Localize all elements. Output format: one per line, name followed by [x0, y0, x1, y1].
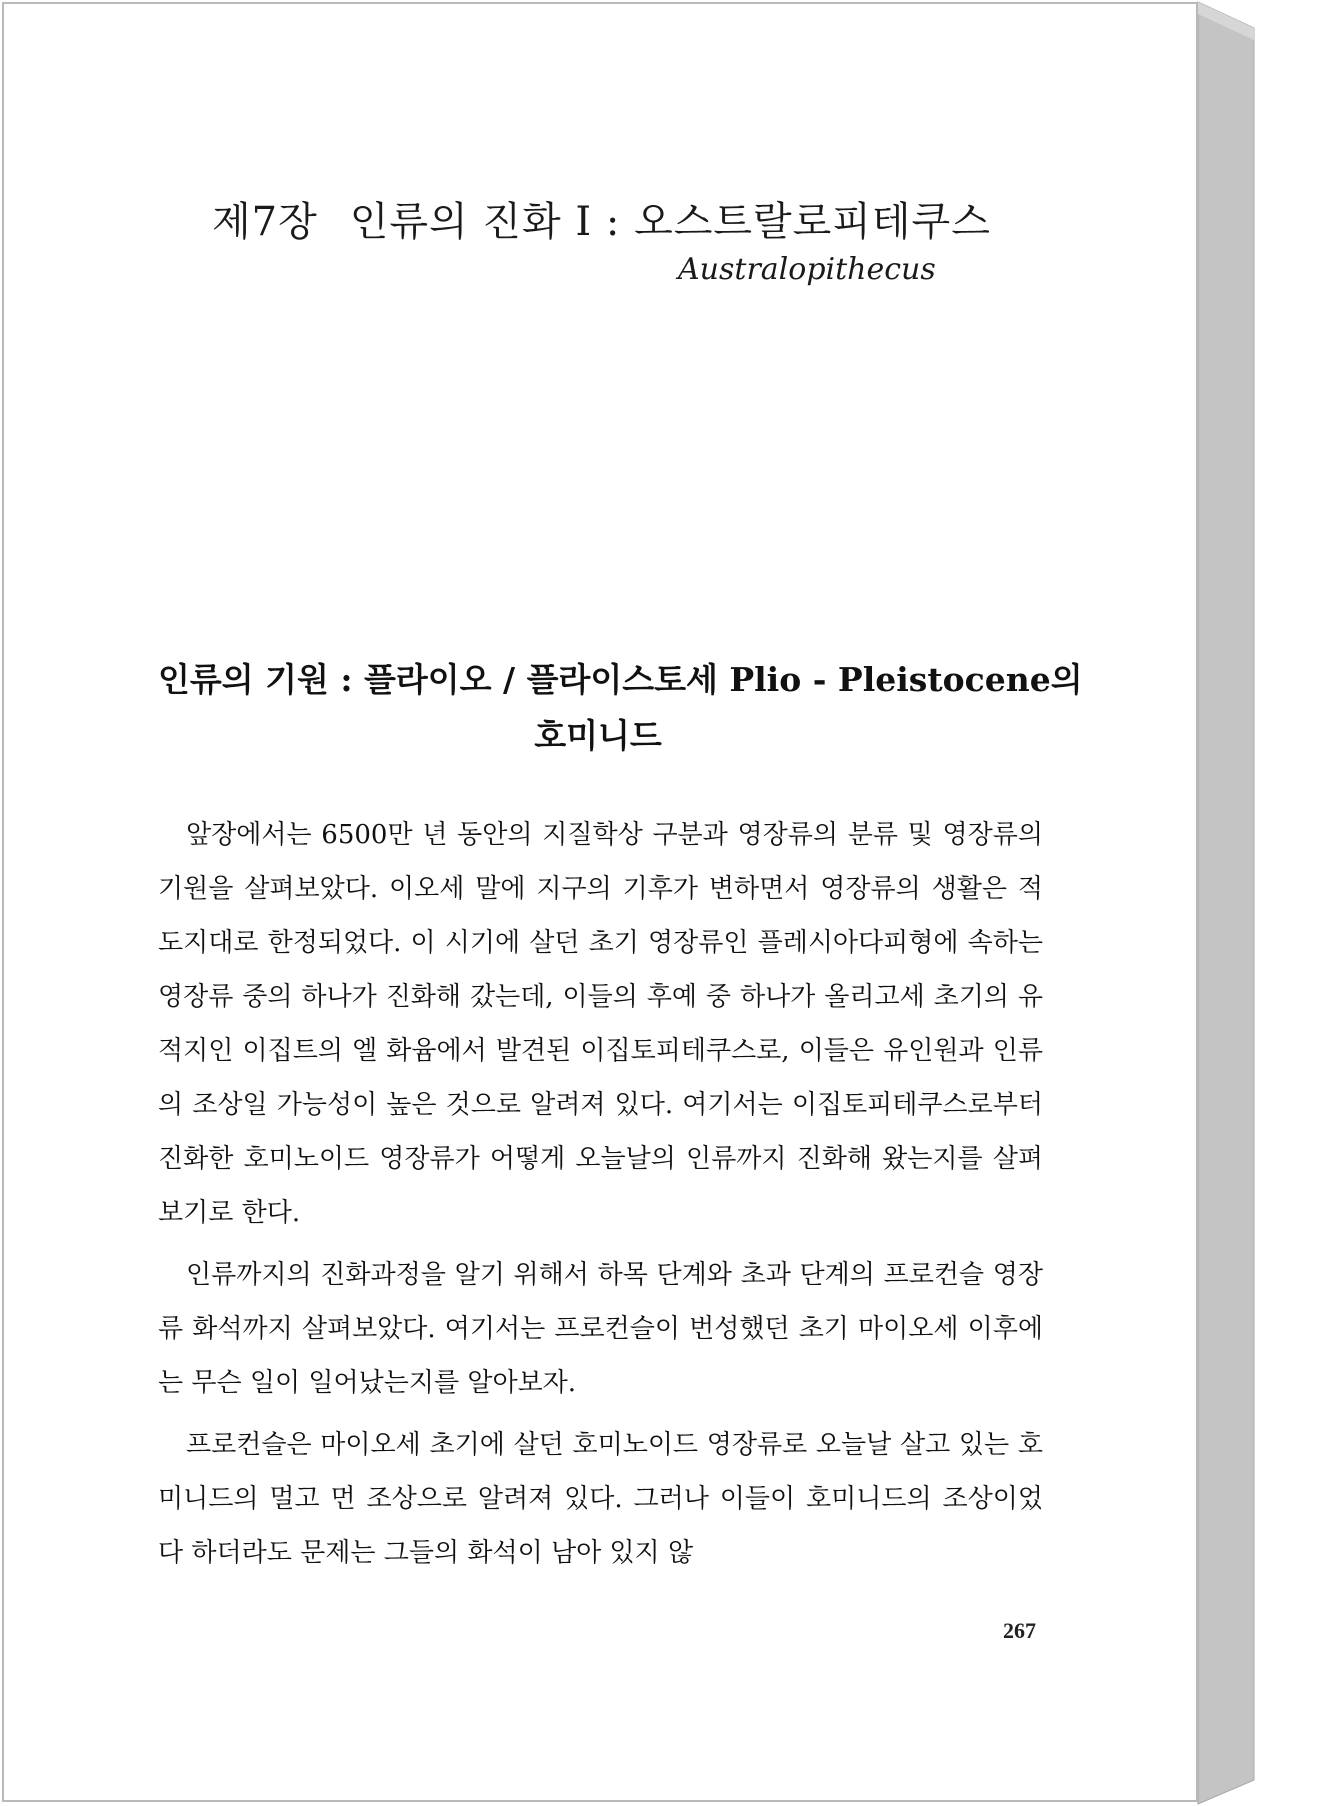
section-heading-line1: 인류의 기원 : 플라이오 / 플라이스토세 Plio - Pleistocene의: [158, 660, 1083, 699]
chapter-title: [212, 190, 991, 247]
body-text: [158, 808, 1043, 1588]
chapter-title-text: 인류의 진화 Ⅰ : 오스트랄로피테쿠스: [349, 199, 991, 245]
page-number: 267: [1003, 1618, 1036, 1643]
paragraph: 프로컨슬은 마이오세 초기에 살던 호미노이드 영장류로 오늘날 살고 있는 호미니드의 멀고 먼 조상으로 알려져 있다. 그러나 이들이 호미니드의 조상이었다 하더라도 문제는 그들의 화석이 남아 있지 않: [158, 1430, 1043, 1568]
chapter-subtitle: Australopithecus: [678, 252, 936, 287]
paragraph: 앞장에서는 6500만 년 동안의 지질학상 구분과 영장류의 분류 및 영장류의 기원을 살펴보았다. 이오세 말에 지구의 기후가 변하면서 영장류의 생활은 적도지대로 한정되었다. 이 시기에 살던 초기 영장류인 플레시아다피형에 속하는 영장류 중의 하나가 진화해 갔는데, 이들의 후예 중 하나가 올리고세 초기의 유적지인 이집트의 엘 화윰에서 발견된 이집토피테쿠스로, 이들은 유인원과 인류의 조상일 가능성이 높은 것으로 알려져 있다. 여기서는 이집토피테쿠스로부터 진화한 호미노이드 영장류가 어떻게 오늘날의 인류까지 진화해 왔는지를 살펴보기로 한다.: [158, 820, 1043, 1228]
chapter-number: 제7장: [212, 199, 318, 245]
section-heading: [158, 652, 1083, 764]
section-heading-line2: 호미니드: [534, 716, 662, 755]
paragraph: 인류까지의 진화과정을 알기 위해서 하목 단계와 초과 단계의 프로컨슬 영장류 화석까지 살펴보았다. 여기서는 프로컨슬이 번성했던 초기 마이오세 이후에는 무슨 일이 일어났는지를 알아보자.: [158, 1260, 1043, 1398]
